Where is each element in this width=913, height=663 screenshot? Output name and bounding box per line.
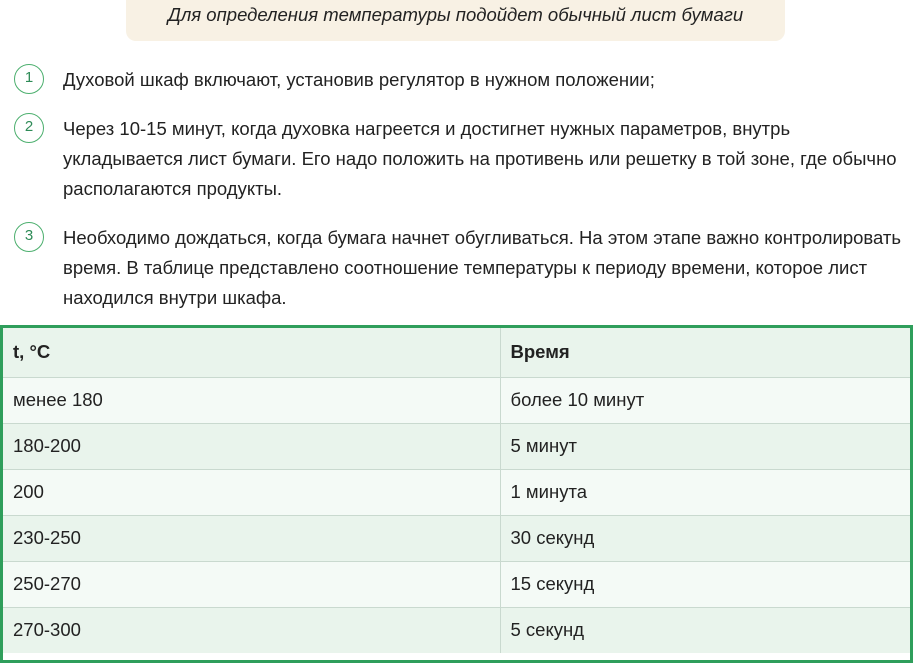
cell-temperature: 270-300 (3, 607, 500, 653)
step-number: 1 (14, 64, 44, 94)
step-number: 2 (14, 113, 44, 143)
table-row (3, 515, 910, 561)
cell-time: более 10 минут (500, 377, 910, 423)
cell-temperature: 180-200 (3, 423, 500, 469)
image-caption: Для определения температуры подойдет обычный лист бумаги (126, 0, 785, 41)
table-header-row (3, 328, 910, 377)
step-text: Необходимо дождаться, когда бумага начнет обугливаться. На этом этапе важно контролировать время. В таблице представлено соотношение температуры к периоду времени, которое лист находился внутри шкафа. (63, 227, 902, 308)
cell-time: 5 секунд (500, 607, 910, 653)
cell-temperature: менее 180 (3, 377, 500, 423)
temperature-table (0, 325, 913, 663)
cell-temperature: 200 (3, 469, 500, 515)
cell-time: 5 минут (500, 423, 910, 469)
cell-temperature: 250-270 (3, 561, 500, 607)
cell-time: 30 секунд (500, 515, 910, 561)
step-number: 3 (14, 222, 44, 252)
table-row (3, 423, 910, 469)
cell-temperature: 230-250 (3, 515, 500, 561)
table-row (3, 607, 910, 653)
table-row (3, 377, 910, 423)
step-text: Духовой шкаф включают, установив регулятор в нужном положении; (63, 69, 655, 90)
step-text: Через 10-15 минут, когда духовка нагреется и достигнет нужных параметров, внутрь укладывается лист бумаги. Его надо положить на противень или решетку в той зоне, где обычно располагаются продукты. (63, 118, 897, 199)
table-row (3, 561, 910, 607)
header-temperature: t, °C (3, 328, 500, 377)
header-time: Время (500, 328, 910, 377)
cell-time: 15 секунд (500, 561, 910, 607)
table-row (3, 469, 910, 515)
cell-time: 1 минута (500, 469, 910, 515)
